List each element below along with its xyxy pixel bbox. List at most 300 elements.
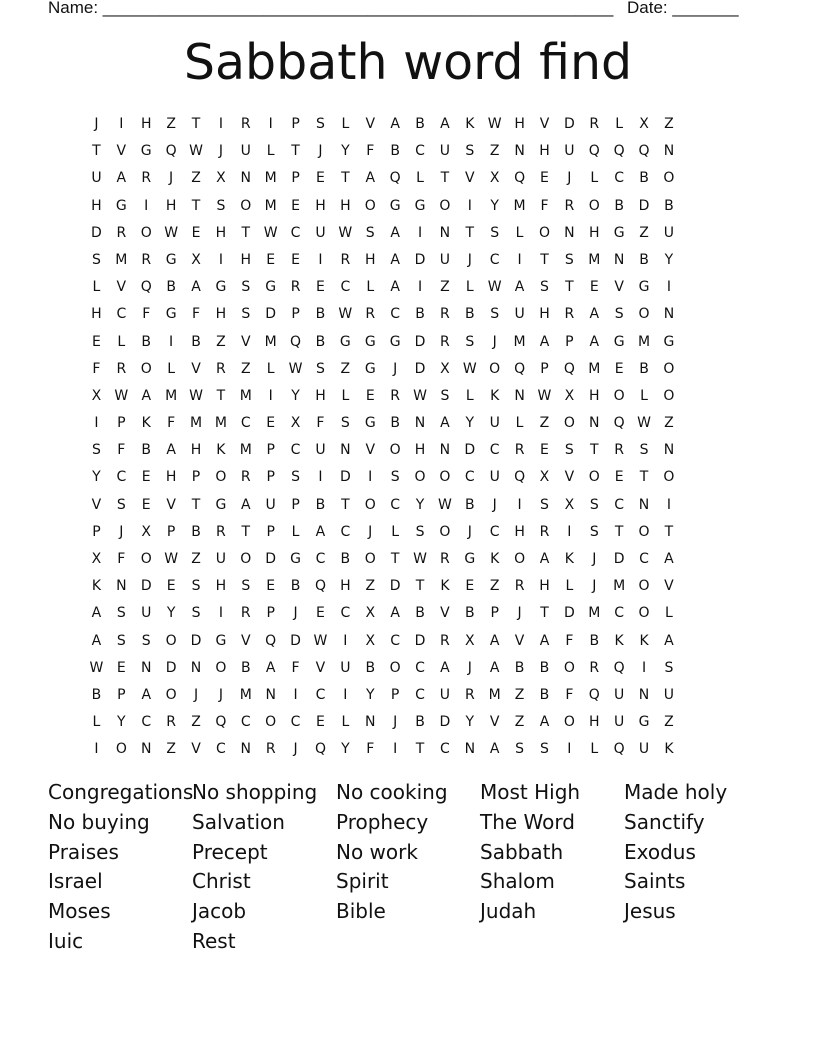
grid-letter: F <box>565 686 574 703</box>
word-list-item: Spirit <box>336 869 389 894</box>
grid-letter: U <box>439 686 451 703</box>
grid-letter: T <box>465 224 475 241</box>
grid-letter: J <box>393 714 398 731</box>
grid-letter: U <box>564 143 575 160</box>
grid-letter: W <box>189 387 203 404</box>
grid-letter: P <box>266 523 275 540</box>
grid-letter: F <box>316 415 325 432</box>
grid-letter: M <box>189 415 203 432</box>
grid-letter: G <box>464 551 476 567</box>
grid-letter: L <box>515 415 524 432</box>
grid-letter: G <box>364 360 376 377</box>
grid-letter: Z <box>514 686 525 703</box>
grid-letter: G <box>638 714 650 731</box>
grid-letter: U <box>614 714 625 731</box>
grid-letter: N <box>613 251 625 268</box>
word-list-item: Rest <box>192 928 236 953</box>
grid-letter: G <box>414 197 426 214</box>
grid-letter: W <box>487 116 502 132</box>
grid-row <box>84 437 738 464</box>
grid-letter: C <box>290 442 301 459</box>
grid-letter: S <box>241 306 251 323</box>
grid-letter: E <box>316 279 325 296</box>
grid-letter: V <box>539 116 550 132</box>
grid-letter: B <box>340 551 351 567</box>
grid-letter: A <box>91 632 102 649</box>
grid-letter: C <box>290 224 301 241</box>
grid-letter: U <box>315 442 326 459</box>
grid-letter: T <box>639 469 649 486</box>
word-list-item: Israel <box>48 869 103 894</box>
grid-letter: A <box>241 496 251 513</box>
grid-row <box>84 492 738 519</box>
grid-letter: A <box>315 523 326 540</box>
grid-letter: L <box>640 387 648 404</box>
grid-letter: N <box>240 741 252 758</box>
grid-letter: J <box>592 578 597 595</box>
grid-letter: C <box>340 605 351 622</box>
grid-letter: T <box>540 605 549 622</box>
grid-letter: D <box>638 197 650 214</box>
grid-letter: D <box>290 632 301 649</box>
grid-letter: H <box>315 387 326 404</box>
grid-letter: C <box>415 143 425 160</box>
grid-letter: A <box>91 605 102 622</box>
grid-letter: N <box>365 714 376 731</box>
grid-letter: B <box>141 442 152 459</box>
grid-letter: R <box>216 523 226 540</box>
grid-letter: N <box>589 415 600 432</box>
grid-letter: I <box>293 686 298 703</box>
grid-letter: O <box>439 197 451 214</box>
grid-letter: O <box>638 578 650 595</box>
grid-letter: S <box>589 523 599 540</box>
grid-letter: L <box>391 523 400 540</box>
grid-letter: S <box>340 415 350 432</box>
grid-letter: E <box>141 496 151 513</box>
grid-letter: I <box>119 116 124 132</box>
grid-letter: O <box>240 197 252 214</box>
grid-letter: O <box>514 551 526 567</box>
grid-letter: Z <box>365 578 376 595</box>
grid-row <box>84 138 738 165</box>
grid-letter: Y <box>664 251 674 268</box>
grid-letter: C <box>614 496 625 513</box>
grid-letter: G <box>364 415 376 432</box>
grid-letter: H <box>588 224 600 241</box>
grid-letter: L <box>665 605 673 622</box>
grid-letter: C <box>489 251 500 268</box>
grid-letter: B <box>191 333 201 350</box>
grid-letter: X <box>290 415 301 432</box>
grid-letter: N <box>564 224 575 241</box>
grid-letter: L <box>416 170 424 187</box>
grid-letter: J <box>592 551 597 567</box>
grid-letter: P <box>117 686 126 703</box>
word-list-item: Moses <box>48 899 111 924</box>
grid-letter: W <box>413 551 427 567</box>
grid-letter: G <box>165 306 177 323</box>
grid-letter: C <box>240 415 251 432</box>
grid-letter: K <box>216 442 226 459</box>
grid-letter: V <box>365 442 376 459</box>
grid-letter: B <box>465 605 475 622</box>
grid-letter: Z <box>514 714 525 731</box>
grid-letter: A <box>440 659 450 676</box>
grid-letter: B <box>141 333 152 350</box>
grid-letter: Z <box>489 143 500 160</box>
grid-letter: C <box>489 442 500 459</box>
grid-letter: A <box>664 632 674 649</box>
grid-letter: A <box>166 442 176 459</box>
grid-letter: I <box>666 279 671 296</box>
grid-letter: A <box>390 279 400 296</box>
grid-letter: I <box>417 279 423 296</box>
grid-letter: A <box>440 116 450 132</box>
grid-letter: V <box>91 496 102 513</box>
grid-letter: H <box>315 197 326 214</box>
grid-letter: D <box>563 116 575 132</box>
grid-row <box>84 682 738 709</box>
grid-letter: E <box>141 469 151 486</box>
grid-letter: Z <box>440 279 450 296</box>
grid-letter: C <box>614 170 625 187</box>
grid-letter: O <box>663 469 675 486</box>
grid-letter: X <box>440 360 450 377</box>
grid-letter: K <box>490 551 500 567</box>
word-list-row <box>48 808 808 838</box>
grid-letter: W <box>437 496 452 513</box>
grid-row <box>84 410 738 437</box>
grid-letter: M <box>214 415 227 432</box>
grid-letter: G <box>290 551 301 567</box>
grid-letter: F <box>92 360 101 377</box>
grid-letter: A <box>141 387 152 404</box>
grid-letter: B <box>166 279 176 296</box>
grid-letter: P <box>117 415 126 432</box>
grid-letter: J <box>218 143 223 160</box>
grid-letter: O <box>563 714 575 731</box>
grid-letter: L <box>565 578 574 595</box>
word-list-item: Exodus <box>624 839 696 864</box>
grid-letter: S <box>316 116 325 132</box>
grid-letter: C <box>464 469 475 486</box>
grid-letter: A <box>539 551 550 567</box>
grid-row <box>84 193 738 220</box>
grid-letter: R <box>514 578 525 595</box>
grid-letter: E <box>316 170 325 187</box>
grid-letter: Z <box>539 415 550 432</box>
grid-letter: Q <box>514 170 526 187</box>
grid-letter: A <box>265 659 276 676</box>
grid-letter: R <box>440 333 450 350</box>
grid-letter: Q <box>389 170 401 187</box>
grid-row <box>84 165 738 192</box>
grid-letter: R <box>539 523 550 540</box>
grid-letter: W <box>189 143 203 160</box>
grid-letter: L <box>366 279 375 296</box>
grid-row <box>84 329 738 356</box>
grid-letter: S <box>465 143 475 160</box>
grid-letter: T <box>216 387 226 404</box>
grid-letter: Y <box>92 469 101 486</box>
grid-letter: K <box>490 387 500 404</box>
grid-letter: R <box>240 605 251 622</box>
grid-letter: G <box>638 279 650 296</box>
grid-letter: A <box>489 741 500 758</box>
grid-letter: O <box>414 469 426 486</box>
grid-letter: O <box>140 360 152 377</box>
grid-letter: O <box>638 306 650 323</box>
grid-letter: O <box>663 170 675 187</box>
grid-letter: E <box>540 442 549 459</box>
grid-letter: W <box>338 306 353 323</box>
grid-letter: A <box>589 306 600 323</box>
grid-letter: G <box>215 279 227 296</box>
grid-letter: B <box>240 659 251 676</box>
grid-letter: G <box>613 224 625 241</box>
grid-letter: P <box>266 442 275 459</box>
word-list-item: Prophecy <box>336 809 429 834</box>
grid-letter: O <box>563 415 575 432</box>
grid-letter: Q <box>588 143 600 160</box>
grid-letter: S <box>490 224 500 241</box>
grid-letter: Q <box>613 741 625 758</box>
grid-letter: Z <box>191 714 201 731</box>
grid-letter: S <box>564 442 574 459</box>
grid-letter: E <box>291 197 300 214</box>
grid-letter: Q <box>613 143 625 160</box>
grid-letter: H <box>364 251 376 268</box>
grid-letter: Q <box>613 659 625 676</box>
grid-letter: R <box>365 306 376 323</box>
grid-letter: D <box>91 224 102 241</box>
grid-letter: O <box>613 387 625 404</box>
grid-letter: I <box>94 741 99 758</box>
grid-letter: S <box>639 442 649 459</box>
grid-letter: X <box>365 605 376 622</box>
grid-letter: B <box>315 496 326 513</box>
grid-letter: H <box>165 469 177 486</box>
grid-letter: S <box>415 523 425 540</box>
grid-letter: J <box>368 523 373 540</box>
grid-letter: N <box>663 143 675 160</box>
grid-letter: I <box>517 251 522 268</box>
grid-letter: S <box>191 578 201 595</box>
grid-letter: E <box>191 224 201 241</box>
grid-letter: T <box>291 143 300 160</box>
grid-letter: M <box>264 170 277 187</box>
grid-letter: B <box>290 578 301 595</box>
grid-letter: O <box>140 224 152 241</box>
grid-letter: H <box>140 116 152 132</box>
grid-letter: I <box>169 333 174 350</box>
grid-letter: E <box>291 251 300 268</box>
grid-letter: P <box>266 605 275 622</box>
grid-letter: H <box>240 251 252 268</box>
grid-letter: Z <box>216 333 226 350</box>
grid-letter: C <box>116 306 127 323</box>
grid-letter: H <box>215 306 227 323</box>
grid-letter: V <box>241 632 251 649</box>
grid-letter: M <box>115 251 128 268</box>
grid-letter: V <box>465 170 475 187</box>
grid-letter: A <box>514 279 525 296</box>
grid-letter: L <box>615 116 624 132</box>
grid-letter: T <box>341 170 350 187</box>
grid-letter: O <box>663 387 675 404</box>
grid-letter: G <box>389 333 401 350</box>
grid-letter: N <box>663 306 675 323</box>
grid-letter: N <box>439 442 451 459</box>
grid-letter: Q <box>314 578 326 595</box>
grid-letter: E <box>316 714 325 731</box>
grid-letter: V <box>440 605 450 622</box>
word-list-item: Christ <box>192 869 251 894</box>
grid-letter: N <box>265 686 276 703</box>
grid-letter: U <box>439 251 451 268</box>
grid-letter: C <box>614 605 625 622</box>
grid-letter: C <box>141 714 152 731</box>
grid-letter: S <box>440 387 450 404</box>
grid-letter: W <box>288 360 303 377</box>
grid-letter: S <box>540 496 549 513</box>
grid-letter: J <box>567 170 572 187</box>
grid-letter: A <box>390 251 400 268</box>
grid-letter: P <box>291 170 300 187</box>
grid-letter: S <box>540 279 549 296</box>
grid-letter: J <box>119 523 124 540</box>
grid-letter: H <box>215 224 227 241</box>
grid-letter: I <box>144 197 149 214</box>
grid-letter: N <box>439 224 451 241</box>
grid-letter: G <box>364 333 376 350</box>
grid-letter: G <box>339 333 351 350</box>
grid-letter: Z <box>166 741 176 758</box>
grid-letter: I <box>567 523 572 540</box>
grid-letter: A <box>390 116 400 132</box>
grid-letter: Q <box>215 714 227 731</box>
name-field-label: Name: ______________________________________________________ <box>48 0 614 17</box>
grid-letter: B <box>415 306 425 323</box>
grid-letter: F <box>565 632 574 649</box>
grid-letter: V <box>564 469 575 486</box>
grid-letter: E <box>266 251 276 268</box>
grid-letter: E <box>540 170 549 187</box>
grid-letter: Z <box>191 170 201 187</box>
grid-letter: U <box>265 496 276 513</box>
grid-letter: A <box>390 605 400 622</box>
grid-letter: I <box>318 469 323 486</box>
grid-letter: N <box>140 659 152 676</box>
grid-letter: D <box>414 333 426 350</box>
grid-letter: B <box>639 360 649 377</box>
grid-letter: O <box>389 659 401 676</box>
grid-letter: T <box>540 251 549 268</box>
grid-letter: M <box>264 333 277 350</box>
grid-letter: F <box>291 659 300 676</box>
grid-letter: F <box>117 551 126 567</box>
grid-letter: M <box>637 333 651 350</box>
grid-letter: A <box>116 170 127 187</box>
grid-letter: E <box>166 578 176 595</box>
grid-letter: J <box>467 251 472 268</box>
grid-letter: A <box>489 659 500 676</box>
grid-letter: O <box>165 632 177 649</box>
word-list-item: No shopping <box>192 780 318 804</box>
grid-letter: S <box>564 251 574 268</box>
grid-letter: S <box>116 632 126 649</box>
grid-letter: S <box>390 469 400 486</box>
grid-letter: O <box>439 523 451 540</box>
page-title: Sabbath word find <box>183 34 633 91</box>
grid-letter: O <box>115 741 127 758</box>
word-list-item: Precept <box>192 839 268 864</box>
grid-letter: G <box>140 143 152 160</box>
grid-letter: A <box>191 279 201 296</box>
grid-letter: P <box>266 469 275 486</box>
grid-letter: U <box>91 170 102 187</box>
grid-letter: T <box>565 279 574 296</box>
grid-letter: L <box>590 741 599 758</box>
grid-letter: D <box>165 659 177 676</box>
grid-letter: H <box>215 578 227 595</box>
grid-letter: L <box>266 360 275 377</box>
grid-letter: F <box>191 306 201 323</box>
letter-grid <box>84 111 738 764</box>
grid-letter: P <box>166 523 176 540</box>
grid-letter: V <box>166 496 176 513</box>
grid-letter: A <box>390 224 400 241</box>
grid-letter: B <box>539 686 550 703</box>
grid-letter: N <box>464 741 476 758</box>
word-list-row <box>48 897 808 927</box>
grid-letter: V <box>614 279 624 296</box>
grid-letter: D <box>140 578 152 595</box>
grid-letter: X <box>216 170 226 187</box>
grid-row <box>84 247 738 274</box>
grid-letter: O <box>364 551 376 567</box>
grid-letter: N <box>140 741 152 758</box>
grid-letter: T <box>440 170 450 187</box>
grid-letter: O <box>588 197 600 214</box>
grid-letter: P <box>490 605 499 622</box>
grid-letter: B <box>390 415 400 432</box>
grid-letter: C <box>340 523 351 540</box>
grid-letter: Z <box>166 116 176 132</box>
grid-letter: F <box>366 741 375 758</box>
grid-letter: Z <box>664 415 674 432</box>
grid-letter: R <box>166 714 176 731</box>
grid-row <box>84 736 738 763</box>
grid-letter: N <box>116 578 127 595</box>
grid-letter: X <box>465 632 475 649</box>
grid-letter: L <box>590 170 599 187</box>
grid-letter: I <box>368 469 373 486</box>
grid-letter: C <box>315 686 326 703</box>
grid-letter: Y <box>490 197 499 214</box>
grid-letter: P <box>390 686 400 703</box>
grid-letter: E <box>116 659 126 676</box>
grid-letter: U <box>315 224 326 241</box>
grid-letter: R <box>265 741 276 758</box>
grid-letter: O <box>364 197 376 214</box>
grid-letter: H <box>514 523 525 540</box>
grid-letter: K <box>564 551 574 567</box>
grid-letter: O <box>215 659 227 676</box>
grid-letter: A <box>539 714 550 731</box>
grid-letter: S <box>316 360 325 377</box>
